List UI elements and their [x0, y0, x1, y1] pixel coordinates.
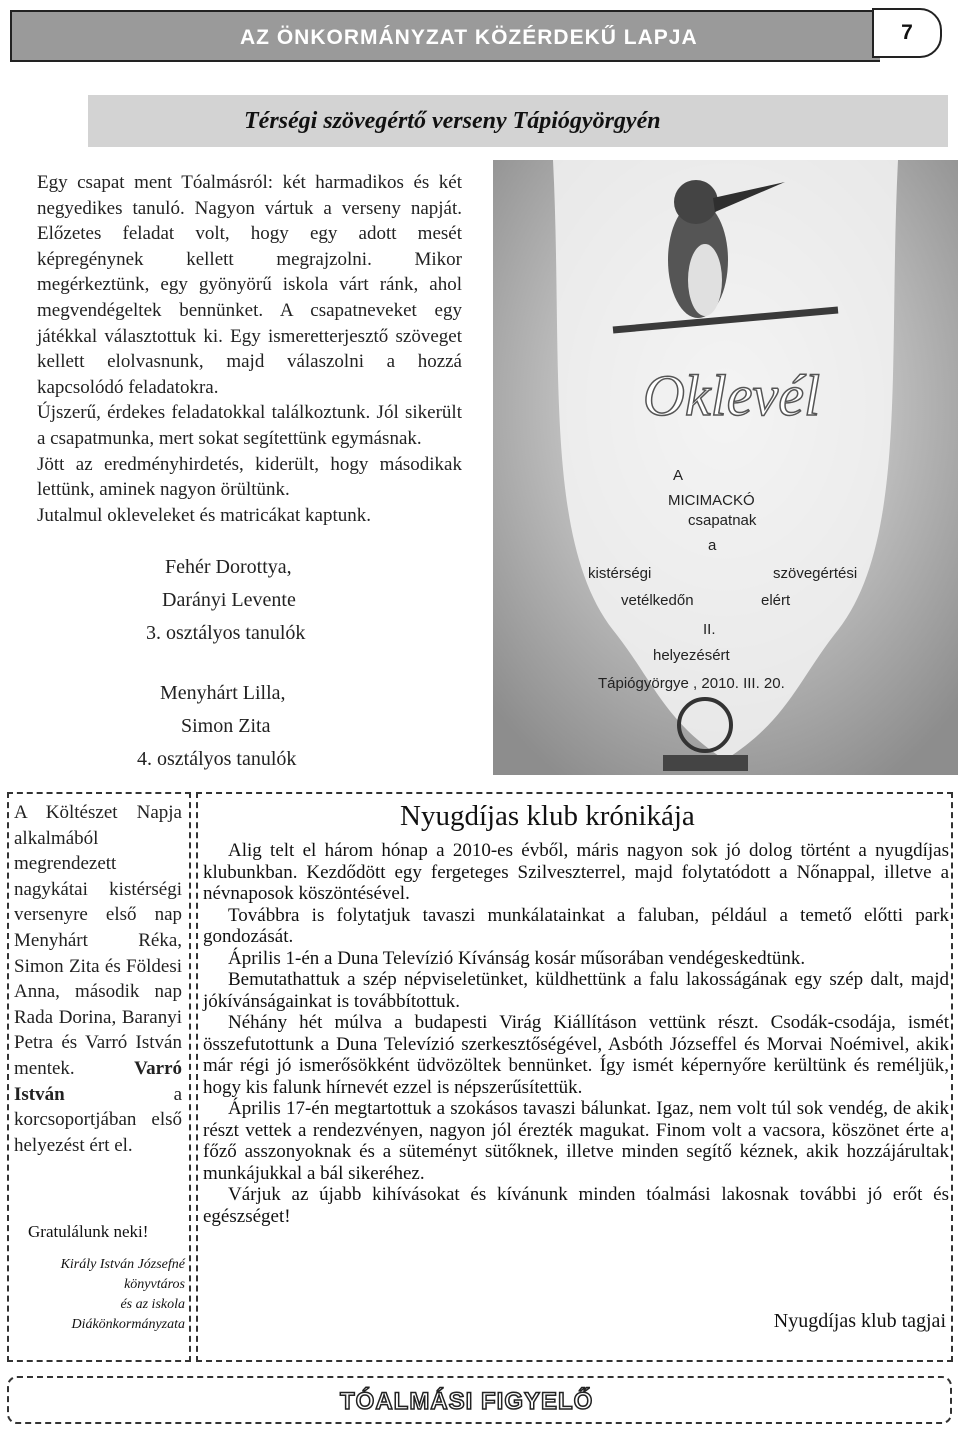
sidebar-text: [14, 800, 182, 1158]
signature-line: Fehér Dorottya,: [165, 556, 292, 578]
signature-line: 3. osztályos tanulók: [146, 622, 306, 644]
nyugdijas-paragraph: Bemutathattuk a szép népviseletünket, küldhettünk a falu lakosságának egy szép dalt, majd jókívánságainkat is továbbítottuk.: [203, 969, 949, 1012]
svg-text:a: a: [708, 537, 717, 554]
article-paragraph: Jutalmul okleveleket és matricákat kaptunk.: [37, 504, 371, 526]
svg-text:szövegértési: szövegértési: [773, 565, 858, 582]
certificate-image: [493, 160, 958, 775]
header-title: AZ ÖNKORMÁNYZAT KÖZÉRDEKŰ LAPJA: [240, 26, 698, 49]
nyugdijas-body: [203, 840, 949, 1227]
certificate-photo: [493, 160, 958, 775]
signature-line: Menyhárt Lilla,: [160, 682, 286, 704]
signature-line: 4. osztályos tanulók: [137, 748, 297, 770]
nyugdijas-paragraph: Várjuk az újabb kihívásokat és kívánunk minden tóalmási lakosnak további jó erőt és egészséget!: [203, 1184, 949, 1227]
author-line: könyvtáros: [124, 1277, 185, 1292]
sidebar-bold-name: Varró István: [14, 1057, 182, 1105]
author-line: Diákönkormányzata: [71, 1317, 185, 1332]
page-number: 7: [872, 8, 942, 58]
author-line: és az iskola: [120, 1297, 185, 1312]
svg-text:vetélkedőn: vetélkedőn: [621, 592, 694, 609]
article-paragraph: Újszerű, érdekes feladatokkal találkoztunk. Jól sikerült a csapatmunka, mert sokat segítettünk egymásnak.: [37, 402, 462, 449]
article-paragraph: Jött az eredményhirdetés, kiderült, hogy másodikak lettünk, aminek nagyon örültünk.: [37, 453, 462, 501]
svg-text:A: A: [673, 467, 684, 484]
svg-text:elért: elért: [761, 592, 791, 609]
svg-text:II.: II.: [703, 621, 716, 638]
author-line: Király István Józsefné: [60, 1257, 185, 1272]
svg-text:Tápiógyörgye , 2010. III. 20.: Tápiógyörgye , 2010. III. 20.: [598, 675, 785, 692]
signature-line: Simon Zita: [181, 715, 271, 737]
sidebar-congrats: Gratulálunk neki!: [28, 1222, 149, 1241]
sidebar-paragraph: A Költészet Napja alkalmából megrendezett nagykátai kistérségi versenyre első nap Menyhárt Réka, Simon Zita és Földesi Anna, második nap Rada Dorina, Baranyi Petra és Varró István mentek.: [14, 802, 182, 1079]
nyugdijas-paragraph: Április 17-én megtartottuk a szokásos tavaszi bálunkat. Igaz, nem volt túl sok vendég, de akik részt vettek a rendezvényen, nagyon jól érezték magukat. Finom volt a vacsora, köszönet érte a főző asszonyoknak és a süteményt sütőknek, illetve minden segítő kéznek, akik hozzájárultak munkájukkal a bál sikeréhez.: [203, 1098, 949, 1184]
nyugdijas-paragraph: Április 1-én a Duna Televízió Kívánság kosár műsorában vendégeskedtünk.: [228, 947, 806, 969]
svg-text:csapatnak: csapatnak: [688, 512, 757, 529]
footer-logo: TÓALMÁSI FIGYELŐ: [340, 1388, 594, 1415]
signature-line: Darányi Levente: [162, 589, 296, 611]
nyugdijas-title: Nyugdíjas klub krónikája: [400, 800, 695, 832]
nyugdijas-paragraph: Néhány hét múlva a budapesti Virág Kiállításon vettünk részt. Csodák-csodája, ismét összefutottunk a Duna Televízió szerkesztőségével, Asbóth Józseffel és Morvai Noémivel, akik már régi jó ismerősökként üdvözöltek bennünket. Így ismét képernyőre kerültünk és reméljük, hogy kis falunk hírnevét ezzel is népszerűsítettük.: [203, 1012, 949, 1098]
certificate-title: Oklevél: [643, 363, 821, 428]
article-title: Térségi szövegértő verseny Tápiógyörgyén: [244, 108, 661, 134]
article-paragraph: Egy csapat ment Tóalmásról: két harmadikos és két negyedikes tanuló. Nagyon vártuk a verseny napját. Előzetes feladat volt, hogy egy adott mesét képregénynek kellett megrajzolni. Mikor megérkeztünk, egy gyönyörű iskola várt ránk, ahol megvendégeltek bennünket. A csapatneveket egy játékkal választottuk ki. Egy ismeretterjesztő szöveget kellett elolvasnunk, majd válaszolni a hozzá kapcsolódó feladatokra.: [37, 172, 462, 398]
nyugdijas-signature: Nyugdíjas klub tagjai: [773, 1310, 946, 1332]
sidebar-author: [20, 1255, 185, 1335]
svg-text:helyezésért: helyezésért: [653, 647, 730, 664]
nyugdijas-paragraph: Továbbra is folytatjuk tavaszi munkálatainkat a faluban, például a temető előtti park gondozását.: [203, 904, 949, 947]
svg-text:MICIMACKÓ: MICIMACKÓ: [668, 492, 755, 509]
svg-text:kistérségi: kistérségi: [588, 565, 652, 582]
article-body: [37, 170, 462, 528]
sidebar-paragraph-end: a korcsoportjában első helyezést ért el.: [14, 1083, 182, 1156]
nyugdijas-paragraph: Alig telt el három hónap a 2010-es évből, máris nagyon sok jó dolog történt a nyugdíjas klubunkban. Kezdődött egy fergeteges Szilveszterrel, majd folytatódott a Nőnappal, illetve a névnaposok köszöntésével.: [203, 840, 949, 904]
